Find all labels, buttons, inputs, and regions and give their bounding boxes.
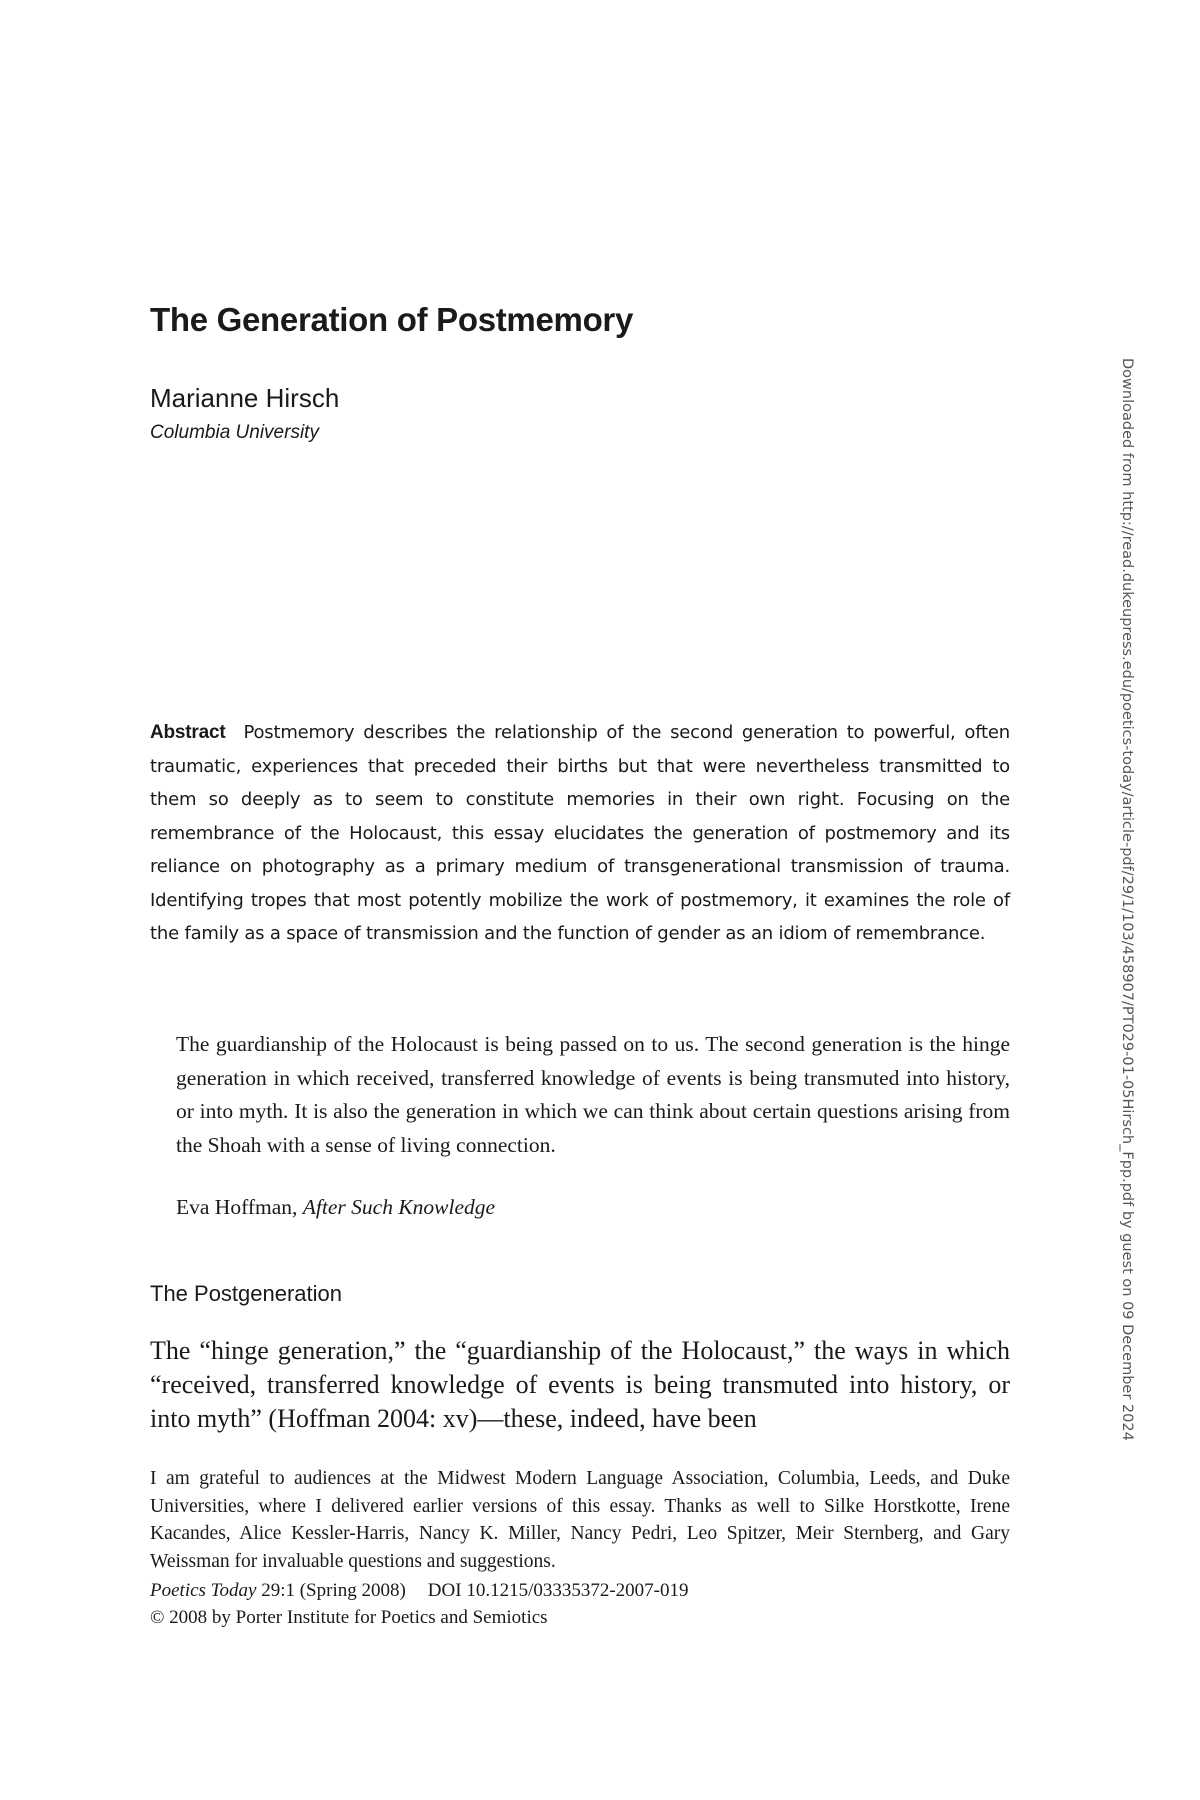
- section-heading: The Postgeneration: [150, 1281, 343, 1306]
- download-watermark: Downloaded from http://read.dukeupress.edu/poetics-today/article-pdf/29/1/103/458907/PT029-01-05Hirsch_Fpp.pdf by guest on 09 December 2024: [1119, 358, 1135, 1441]
- doi: DOI 10.1215/03335372-2007-019: [427, 1580, 689, 1601]
- abstract: [150, 716, 1010, 951]
- copyright: © 2008 by Porter Institute for Poetics and Semiotics: [150, 1607, 548, 1628]
- abstract-label: Abstract: [150, 722, 226, 743]
- author-name: Marianne Hirsch: [150, 383, 340, 413]
- publication-info: [150, 1577, 1010, 1631]
- body-paragraph: The “hinge generation,” the “guardianship of the Holocaust,” the ways in which “received, transferred knowledge of events is being transmuted into history, or into myth” (Hoffman 2004: xv)—these, indeed, have been: [150, 1336, 1010, 1433]
- epigraph-quote: The guardianship of the Holocaust is being passed on to us. The second generation is the hinge generation in which received, transferred knowledge of events is being transmuted into history, or into myth. It is also the generation in which we can think about certain questions arising from the Shoah with a sense of living connection.: [176, 1032, 1010, 1157]
- journal-name: Poetics Today: [150, 1580, 257, 1601]
- abstract-text: Postmemory describes the relationship of the second generation to powerful, often traumatic, experiences that preceded their births but that were nevertheless transmitted to them so deeply as to seem to constitute memories in their own right. Focusing on the remembrance of the Holocaust, this essay elucidates the generation of postmemory and its reliance on photography as a primary medium of transgenerational transmission of trauma. Identifying tropes that most potently mobilize the work of postmemory, it examines the role of the family as a space of transmission and the function of gender as an idiom of remembrance.: [150, 722, 1010, 944]
- article-title: The Generation of Postmemory: [150, 301, 634, 338]
- acknowledgment-footnote: I am grateful to audiences at the Midwest Modern Language Association, Columbia, Leeds, and Duke Universities, where I delivered earlier versions of this essay. Thanks as well to Silke Horstkotte, Irene Kacandes, Alice Kessler-Harris, Nancy K. Miller, Nancy Pedri, Leo Spitzer, Meir Sternberg, and Gary Weissman for invaluable questions and suggestions.: [150, 1468, 1010, 1572]
- epigraph-attribution: [176, 1192, 495, 1222]
- journal-issue: 29:1 (Spring 2008): [261, 1580, 406, 1601]
- epigraph-author: Eva Hoffman,: [176, 1195, 303, 1219]
- author-affiliation: Columbia University: [150, 422, 319, 443]
- epigraph-book-title: After Such Knowledge: [302, 1195, 496, 1219]
